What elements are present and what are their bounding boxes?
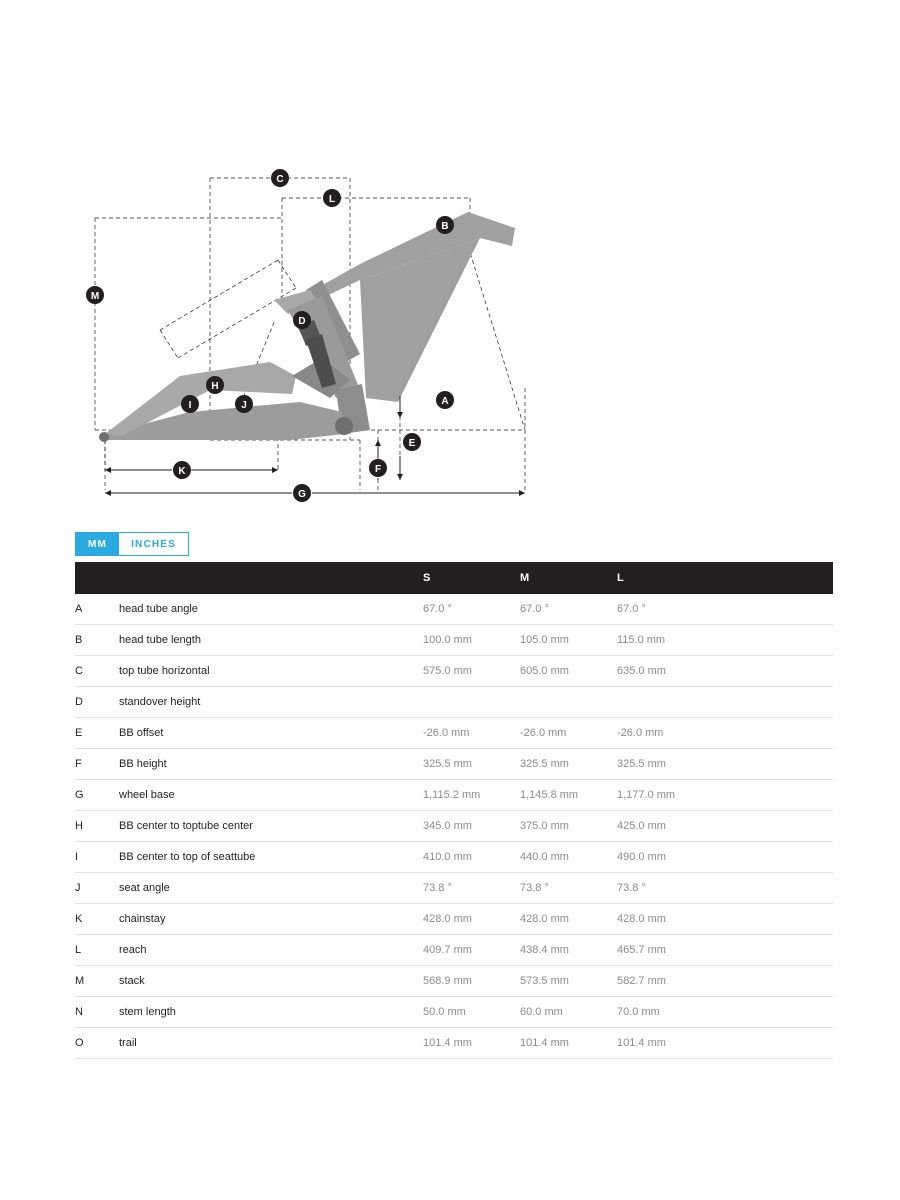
table-row: [75, 935, 833, 966]
row-measurement: BB center to toptube center: [119, 811, 423, 842]
row-value-s: [423, 687, 520, 718]
row-measurement: stack: [119, 966, 423, 997]
row-letter: A: [75, 594, 119, 625]
row-spacer: [714, 873, 833, 904]
row-value-s: 409.7 mm: [423, 935, 520, 966]
row-letter: N: [75, 997, 119, 1028]
svg-text:D: D: [298, 316, 306, 327]
row-value-m: [520, 687, 617, 718]
callout-A: [436, 391, 454, 409]
units-mm-button[interactable]: MM: [76, 533, 119, 555]
row-value-l: 73.8 °: [617, 873, 714, 904]
row-letter: H: [75, 811, 119, 842]
table-body: [75, 594, 833, 1059]
row-value-m: 438.4 mm: [520, 935, 617, 966]
row-letter: L: [75, 935, 119, 966]
callout-E: [403, 433, 421, 451]
callout-G: [293, 484, 311, 502]
svg-text:B: B: [441, 221, 449, 232]
header-measurement: [119, 562, 423, 594]
table-row: [75, 656, 833, 687]
svg-text:E: E: [408, 438, 416, 449]
row-value-m: 73.8 °: [520, 873, 617, 904]
row-letter: E: [75, 718, 119, 749]
row-letter: G: [75, 780, 119, 811]
row-value-m: -26.0 mm: [520, 718, 617, 749]
row-measurement: standover height: [119, 687, 423, 718]
row-letter: I: [75, 842, 119, 873]
row-value-m: 605.0 mm: [520, 656, 617, 687]
row-measurement: head tube angle: [119, 594, 423, 625]
svg-text:J: J: [241, 400, 247, 411]
table-row: [75, 997, 833, 1028]
table-header-row: [75, 562, 833, 594]
frame-diagram-svg: [60, 140, 580, 520]
svg-text:A: A: [441, 396, 449, 407]
row-spacer: [714, 935, 833, 966]
row-measurement: BB height: [119, 749, 423, 780]
row-value-l: 465.7 mm: [617, 935, 714, 966]
callout-K: [173, 461, 191, 479]
row-value-l: -26.0 mm: [617, 718, 714, 749]
row-value-l: 115.0 mm: [617, 625, 714, 656]
row-measurement: seat angle: [119, 873, 423, 904]
row-measurement: reach: [119, 935, 423, 966]
row-letter: B: [75, 625, 119, 656]
row-value-l: [617, 687, 714, 718]
row-measurement: stem length: [119, 997, 423, 1028]
row-letter: K: [75, 904, 119, 935]
row-spacer: [714, 625, 833, 656]
row-measurement: chainstay: [119, 904, 423, 935]
row-spacer: [714, 997, 833, 1028]
table-row: [75, 594, 833, 625]
row-spacer: [714, 842, 833, 873]
table-row: [75, 842, 833, 873]
callout-L: [323, 189, 341, 207]
row-spacer: [714, 1028, 833, 1059]
row-measurement: head tube length: [119, 625, 423, 656]
svg-text:M: M: [90, 291, 100, 302]
callout-I: [181, 395, 199, 413]
row-value-s: 50.0 mm: [423, 997, 520, 1028]
row-letter: C: [75, 656, 119, 687]
header-size-m: M: [520, 562, 617, 594]
row-spacer: [714, 966, 833, 997]
row-spacer: [714, 687, 833, 718]
row-value-s: 575.0 mm: [423, 656, 520, 687]
row-value-m: 573.5 mm: [520, 966, 617, 997]
callout-C: [271, 169, 289, 187]
svg-text:G: G: [298, 489, 306, 500]
row-spacer: [714, 656, 833, 687]
row-value-s: 428.0 mm: [423, 904, 520, 935]
row-spacer: [714, 594, 833, 625]
row-value-s: 345.0 mm: [423, 811, 520, 842]
callout-B: [436, 216, 454, 234]
header-size-l: L: [617, 562, 714, 594]
row-value-m: 105.0 mm: [520, 625, 617, 656]
svg-text:K: K: [178, 466, 186, 477]
row-value-l: 1,177.0 mm: [617, 780, 714, 811]
callout-F: [369, 459, 387, 477]
row-letter: D: [75, 687, 119, 718]
callout-D: [293, 311, 311, 329]
row-spacer: [714, 780, 833, 811]
header-size-s: S: [423, 562, 520, 594]
row-value-s: 100.0 mm: [423, 625, 520, 656]
units-inches-button[interactable]: INCHES: [119, 533, 188, 555]
row-spacer: [714, 811, 833, 842]
callout-H: [206, 376, 224, 394]
row-measurement: wheel base: [119, 780, 423, 811]
row-value-l: 67.0 °: [617, 594, 714, 625]
row-value-m: 428.0 mm: [520, 904, 617, 935]
row-spacer: [714, 718, 833, 749]
table-row: [75, 749, 833, 780]
row-value-s: 568.9 mm: [423, 966, 520, 997]
row-letter: O: [75, 1028, 119, 1059]
row-value-l: 428.0 mm: [617, 904, 714, 935]
row-value-s: 325.5 mm: [423, 749, 520, 780]
row-spacer: [714, 904, 833, 935]
table-row: [75, 625, 833, 656]
row-value-l: 490.0 mm: [617, 842, 714, 873]
row-value-s: 73.8 °: [423, 873, 520, 904]
table-row: [75, 718, 833, 749]
row-measurement: trail: [119, 1028, 423, 1059]
row-measurement: BB offset: [119, 718, 423, 749]
row-letter: J: [75, 873, 119, 904]
row-value-m: 375.0 mm: [520, 811, 617, 842]
header-spacer: [714, 562, 833, 594]
svg-text:H: H: [211, 381, 219, 392]
header-letter: [75, 562, 119, 594]
row-value-m: 1,145.8 mm: [520, 780, 617, 811]
row-value-l: 582.7 mm: [617, 966, 714, 997]
row-value-s: 410.0 mm: [423, 842, 520, 873]
svg-text:L: L: [328, 194, 336, 205]
geometry-diagram: [60, 140, 580, 520]
row-value-s: 101.4 mm: [423, 1028, 520, 1059]
svg-text:F: F: [374, 464, 382, 475]
row-value-s: 67.0 °: [423, 594, 520, 625]
svg-text:C: C: [276, 174, 284, 185]
row-value-m: 101.4 mm: [520, 1028, 617, 1059]
row-letter: F: [75, 749, 119, 780]
row-measurement: BB center to top of seattube: [119, 842, 423, 873]
row-value-m: 325.5 mm: [520, 749, 617, 780]
table-header: [75, 562, 833, 594]
row-value-m: 67.0 °: [520, 594, 617, 625]
table-row: [75, 1028, 833, 1059]
callout-J: [235, 395, 253, 413]
row-measurement: top tube horizontal: [119, 656, 423, 687]
table-row: [75, 966, 833, 997]
table-row: [75, 687, 833, 718]
geometry-table: [75, 562, 833, 1059]
row-value-l: 325.5 mm: [617, 749, 714, 780]
table-row: [75, 811, 833, 842]
table-row: [75, 780, 833, 811]
svg-text:I: I: [188, 400, 192, 411]
row-value-l: 101.4 mm: [617, 1028, 714, 1059]
row-value-m: 60.0 mm: [520, 997, 617, 1028]
row-value-l: 70.0 mm: [617, 997, 714, 1028]
table-row: [75, 904, 833, 935]
row-letter: M: [75, 966, 119, 997]
row-value-l: 425.0 mm: [617, 811, 714, 842]
row-value-s: -26.0 mm: [423, 718, 520, 749]
row-value-l: 635.0 mm: [617, 656, 714, 687]
row-value-s: 1,115.2 mm: [423, 780, 520, 811]
row-spacer: [714, 749, 833, 780]
row-value-m: 440.0 mm: [520, 842, 617, 873]
callout-M: [86, 286, 104, 304]
table-row: [75, 873, 833, 904]
units-toggle[interactable]: [75, 532, 189, 556]
